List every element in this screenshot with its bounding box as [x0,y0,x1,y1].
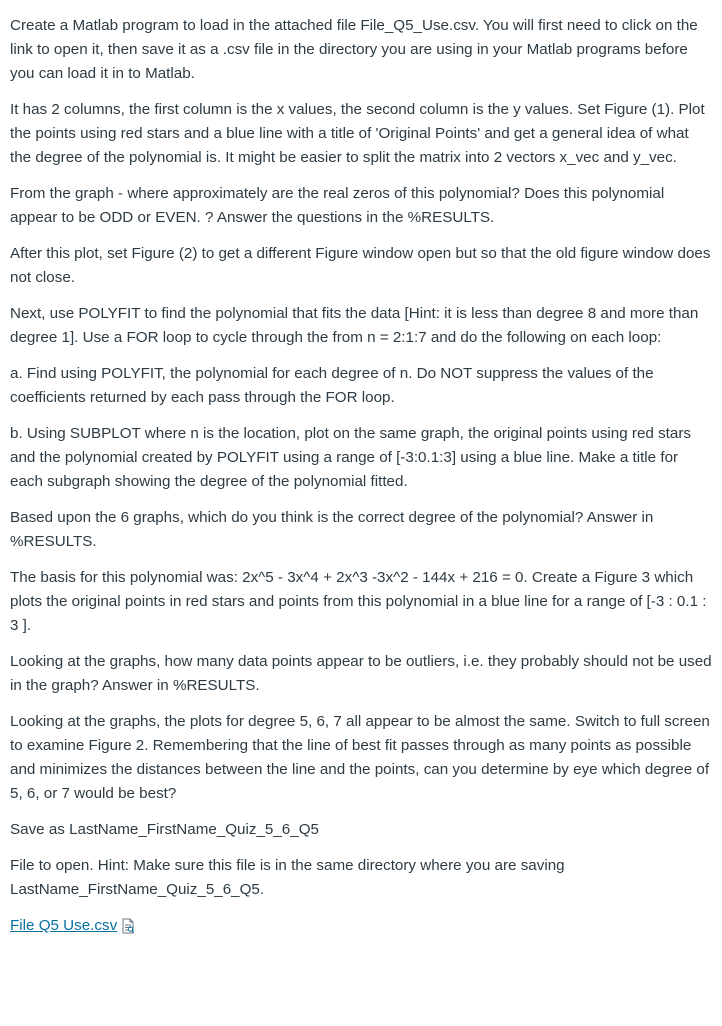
paragraph-degree-question: Based upon the 6 graphs, which do you think is the correct degree of the polynomial? Answer in %RESULTS. [10,509,654,550]
paragraph-polyfit: Next, use POLYFIT to find the polynomial that fits the data [Hint: it is less than degree 8 and more than degree 1]. Use a FOR loop to cycle through the from n = 2:1:7 and do the following on each loop: [10,305,699,346]
paragraph-columns: It has 2 columns, the first column is the x values, the second column is the y values. Set Figure (1). Plot the points using red stars and a blue line with a title of 'Original Points' and get a general idea of what the degree of the polynomial is. It might be easier to split the matrix into 2 vectors x_vec and y_vec. [10,101,705,166]
paragraph-outliers-question: Looking at the graphs, how many data points appear to be outliers, i.e. they probably should not be used in the graph? Answer in %RESULTS. [10,653,712,694]
file-link-row [10,914,714,938]
file-download-link[interactable]: File Q5 Use.csv [10,917,118,934]
assignment-description [10,14,714,938]
paragraph-step-b: b. Using SUBPLOT where n is the location, plot on the same graph, the original points using red stars and the polynomial created by POLYFIT using a range of [-3:0.1:3] using a blue line. Make a title for each subgraph showing the degree of the polynomial fitted. [10,425,691,490]
paragraph-figure-2: After this plot, set Figure (2) to get a different Figure window open but so that the old figure window does not close. [10,245,711,286]
paragraph-intro: Create a Matlab program to load in the attached file File_Q5_Use.csv. You will first need to click on the link to open it, then save it as a .csv file in the directory you are using in your Matlab programs before you can load it in to Matlab. [10,17,698,82]
paragraph-best-degree: Looking at the graphs, the plots for degree 5, 6, 7 all appear to be almost the same. Switch to full screen to examine Figure 2. Remembering that the line of best fit passes through as many points as possible and minimizes the distances between the line and the points, can you determine by eye which degree of 5, 6, or 7 would be best? [10,713,710,802]
paragraph-save-as: Save as LastName_FirstName_Quiz_5_6_Q5 [10,821,319,838]
paragraph-zeros-question: From the graph - where approximately are the real zeros of this polynomial? Does this polynomial appear to be ODD or EVEN. ? Answer the questions in the %RESULTS. [10,185,665,226]
paragraph-step-a: a. Find using POLYFIT, the polynomial for each degree of n. Do NOT suppress the values of the coefficients returned by each pass through the FOR loop. [10,365,654,406]
paragraph-basis-polynomial: The basis for this polynomial was: 2x^5 - 3x^4 + 2x^3 -3x^2 - 144x + 216 = 0. Create a Figure 3 which plots the original points in red stars and points from this polynomial in a blue line for a range of [-3 : 0.1 : 3 ]. [10,569,707,634]
paragraph-file-to-open: File to open. Hint: Make sure this file is in the same directory where you are saving LastName_FirstName_Quiz_5_6_Q5. [10,857,565,898]
document-preview-icon[interactable] [121,918,135,934]
